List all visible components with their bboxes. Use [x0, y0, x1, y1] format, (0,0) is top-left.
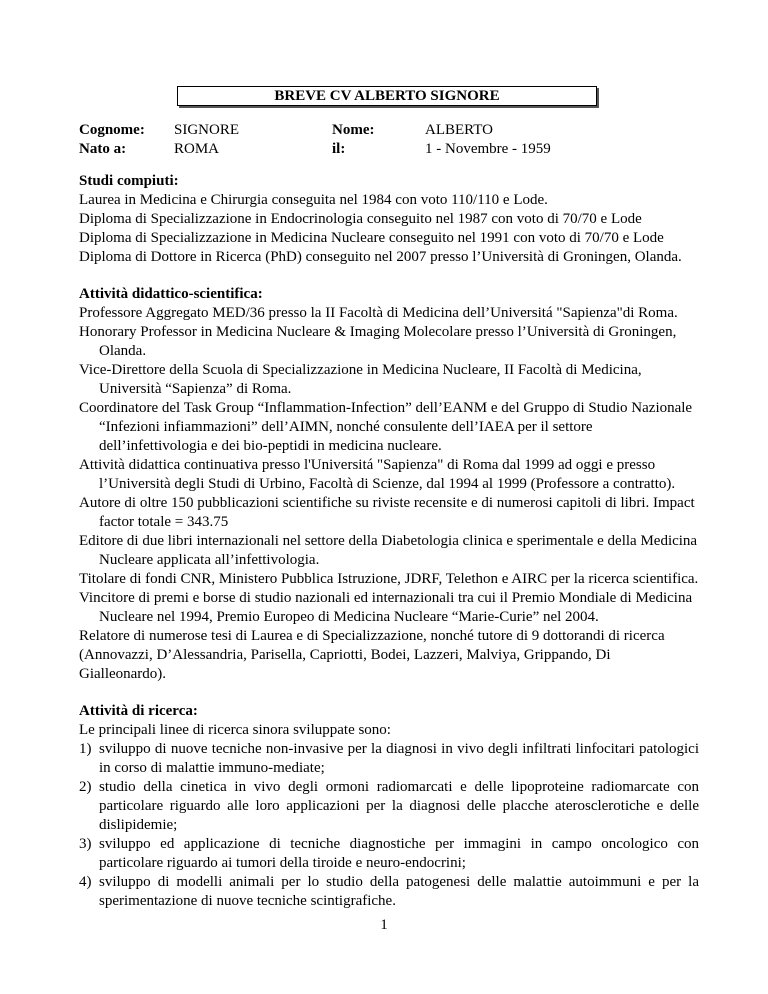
page-number: 1 — [380, 917, 388, 933]
nato-label: Nato a: — [79, 141, 127, 157]
research-item-number: 4) — [79, 874, 92, 890]
research-item — [79, 778, 699, 835]
identity-block — [79, 121, 699, 161]
research-item-number: 2) — [79, 779, 92, 795]
didattico-item: Autore di oltre 150 pubblicazioni scientifiche su riviste recensite e di numerosi capitoli di libri. Impact factor totale = 343.75 — [79, 495, 695, 530]
ricerca-section — [79, 702, 699, 911]
research-item-text: sviluppo di modelli animali per lo studio della patogenesi delle malattie autoimmuni e per la sperimentazione di nuove tecniche scintigrafiche. — [99, 874, 699, 909]
research-item — [79, 740, 699, 778]
nato-value: ROMA — [174, 141, 220, 157]
ricerca-intro: Le principali linee di ricerca sinora sviluppate sono: — [79, 722, 391, 738]
nome-value: ALBERTO — [425, 122, 493, 138]
research-item-text: studio della cinetica in vivo degli ormoni radiomarcati e delle lipoproteine radiomarcate con particolare riguardo alle loro applicazioni per la diagnosi delle placche aterosclerotiche e delle dislipidemie; — [99, 779, 699, 833]
studi-item: Diploma di Dottore in Ricerca (PhD) conseguito nel 2007 presso l’Università di Groningen, Olanda. — [79, 249, 682, 265]
didattico-title: Attività didattico-scientifica: — [79, 286, 263, 302]
didattico-item: Attività didattica continuativa presso l'Universitá "Sapienza" di Roma dal 1999 ad oggi e presso l’Università degli Studi di Urbino, Facoltà di Scienze, dal 1994 al 1999 (Professore a contratto). — [79, 457, 676, 492]
cognome-label: Cognome: — [79, 122, 145, 138]
research-item-number: 1) — [79, 741, 92, 757]
didattico-closing: Relatore di numerose tesi di Laurea e di Specializzazione, nonché tutore di 9 dottorandi di ricerca (Annovazzi, D’Alessandria, Parisella, Capriotti, Bodei, Lazzeri, Malviya, Grippando, Di Gialleonardo). — [79, 628, 665, 682]
didattico-item: Honorary Professor in Medicina Nucleare & Imaging Molecolare presso l’Università di Groningen, Olanda. — [79, 324, 677, 359]
studi-section — [79, 172, 699, 267]
research-item-text: sviluppo ed applicazione di tecniche diagnostiche per immagini in campo oncologico con particolare riguardo ai tumori della tiroide e neuro-endocrini; — [99, 836, 699, 871]
studi-item: Diploma di Specializzazione in Endocrinologia conseguito nel 1987 con voto di 70/70 e Lode — [79, 211, 642, 227]
nome-label: Nome: — [332, 122, 375, 138]
research-item-text: sviluppo di nuove tecniche non-invasive per la diagnosi in vivo degli infiltrati linfocitari patologici in corso di malattie immuno-mediate; — [99, 741, 699, 776]
didattico-section — [79, 285, 699, 684]
studi-title: Studi compiuti: — [79, 173, 179, 189]
studi-item: Diploma di Specializzazione in Medicina Nucleare conseguito nel 1991 con voto di 70/70 e Lode — [79, 230, 664, 246]
didattico-item: Professore Aggregato MED/36 presso la II Facoltà di Medicina dell’Universitá "Sapienza"di Roma. — [79, 305, 678, 321]
didattico-item: Titolare di fondi CNR, Ministero Pubblica Istruzione, JDRF, Telethon e AIRC per la ricerca scientifica. — [79, 571, 699, 587]
didattico-item: Coordinatore del Task Group “Inflammation-Infection” dell’EANM e del Gruppo di Studio Nazionale “Infezioni infiammazioni” dell’AIMN, nonché consulente dell’IAEA per il settore dell’infettivologia e dei bio-peptidi in medicina nucleare. — [79, 400, 693, 454]
didattico-item: Editore di due libri internazionali nel settore della Diabetologia clinica e sperimentale e della Medicina Nucleare applicata all’infettivologia. — [79, 533, 698, 568]
il-label: il: — [332, 141, 346, 157]
il-value: 1 - Novembre - 1959 — [425, 141, 551, 157]
research-item — [79, 835, 699, 873]
cv-content — [79, 172, 699, 929]
cognome-value: SIGNORE — [174, 122, 240, 138]
ricerca-title: Attività di ricerca: — [79, 703, 198, 719]
didattico-item: Vice-Direttore della Scuola di Specializzazione in Medicina Nucleare, II Facoltà di Medicina, Università “Sapienza” di Roma. — [79, 362, 642, 397]
research-list — [79, 740, 699, 911]
research-item — [79, 873, 699, 911]
didattico-item: Vincitore di premi e borse di studio nazionali ed internazionali tra cui il Premio Mondiale di Medicina Nucleare nel 1994, Premio Europeo di Medicina Nucleare “Marie-Curie” nel 2004. — [79, 590, 693, 625]
document-title: BREVE CV ALBERTO SIGNORE — [177, 86, 597, 106]
research-item-number: 3) — [79, 836, 92, 852]
studi-item: Laurea in Medicina e Chirurgia conseguita nel 1984 con voto 110/110 e Lode. — [79, 192, 548, 208]
